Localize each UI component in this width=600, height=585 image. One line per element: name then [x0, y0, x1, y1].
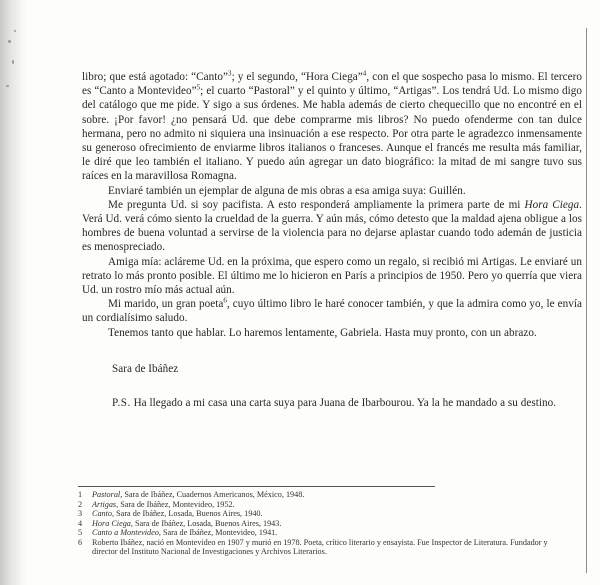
scan-speck — [14, 30, 16, 32]
footnote-number: 3 — [78, 509, 83, 518]
footnote-item — [78, 509, 568, 519]
footnote-number: 1 — [78, 490, 83, 499]
text-run: , con el que sospecho pasa lo mismo. El tercero es “Canto a Montevideo” — [82, 71, 582, 98]
postscript-label: P.S. — [112, 397, 131, 410]
paragraph-p6 — [82, 326, 582, 340]
paragraph-p3 — [82, 198, 582, 255]
text-run: , Sara de Ibáñez, Cuadernos Americanos, México, 1948. — [120, 490, 305, 499]
footnote-text — [92, 500, 568, 510]
footnote-text — [92, 519, 568, 529]
scan-edge-shadow — [0, 0, 26, 585]
text-run: , Sara de Ibáñez, Losada, Buenos Aires, 1943. — [130, 518, 282, 528]
footnote-ref: 6 — [223, 296, 227, 305]
text-run: . Verá Ud. verá cómo siento la crueldad de la guerra. Y aún más, cómo detesto que la maldad ajena obligue a los hombres de buena voluntad a servirse de la violencia para no dejarse aplastar cuando todo ademán de justicia es menospreciado. — [82, 198, 582, 254]
italic-title: Hora Ciega — [524, 198, 580, 211]
footnote-text — [92, 528, 568, 538]
postscript — [82, 396, 582, 410]
footnote-item — [78, 519, 568, 529]
text-run: , Sara de Ibáñez, Montevideo, 1952. — [116, 499, 235, 509]
text-run: , Sara de Ibáñez, Losada, Buenos Aires, 1940. — [112, 509, 263, 518]
footnote-item — [78, 490, 568, 500]
text-run: Roberto Ibáñez, nació en Montevideo en 1907 y murió en 1978. Poeta, crítico literario y ensayista. Fue Inspector de Literatura. Fundador y director del Instituto Nacional de Investigaciones y Archivos Literarios. — [92, 537, 548, 556]
footnote-ref: 3 — [228, 69, 232, 78]
paragraph-p2 — [82, 184, 582, 198]
paragraph-p5 — [82, 297, 582, 325]
paragraph-p1 — [82, 70, 582, 184]
footnote-text — [92, 490, 568, 500]
footnotes — [78, 490, 568, 557]
letter-paragraphs — [82, 70, 582, 340]
signature: Sara de Ibáñez — [112, 362, 179, 375]
footnote-item — [78, 528, 568, 538]
footnote-text — [92, 509, 568, 519]
text-run: , Sara de Ibáñez, Montevideo, 1941. — [158, 528, 278, 537]
scan-speck — [6, 85, 9, 87]
text-run: , cuyo último libro le haré conocer también, y que la admira como yo, le envía un cordialísimo saludo. — [82, 298, 582, 325]
text-run: Amiga mía: acláreme Ud. en la próxima, que espero como un regalo, si recibió mi Artigas. Le enviaré un retrato lo más pronto posible. El último me lo hicieron en París a principios de 1950. Pero yo querría que viera Ud. un rostro mío más actual aún. — [82, 255, 582, 297]
footnote-ref: 5 — [196, 83, 201, 92]
footnote-number: 5 — [78, 528, 83, 537]
italic-title: Pastoral — [92, 490, 121, 499]
footnote-ref: 4 — [362, 69, 367, 78]
footnote-number: 2 — [78, 499, 83, 509]
italic-title: Canto — [92, 509, 113, 518]
text-run: ; el cuarto “Pastoral” y el quinto y último, “Artigas”. Los tendrá Ud. Lo mismo digo del catálogo que me pide. Y sigo a sus órdenes. Me habla además de cierto chequecillo que no encontré en el sobre. ¡Por favor! ¿no pensará Ud. que debe comprarme mis libros? No puedo ofenderme con tan dulce hermana, pero no admito ni siquiera una insinuación a ese respecto. Por otra parte le agradezco inmensamente su generoso ofrecimiento de enviarme libros italianos o franceses. Aunque el francés me resulta más familiar, le diré que leo también el italiano. Y puedo aún agregar un dato biográfico: la mitad de mi sangre tuvo sus raíces en la maravillosa Romagna. — [82, 85, 582, 183]
footnote-item — [78, 500, 568, 510]
footnote-number: 6 — [78, 537, 83, 547]
postscript-text: Ha llegado a mi casa una carta suya para Juana de Ibarbourou. Ya la he mandado a su destino. — [133, 397, 557, 410]
text-run: libro; que está agotado: “Canto” — [82, 71, 229, 83]
footnote-separator — [78, 486, 435, 487]
italic-title: Artigas — [92, 499, 117, 509]
text-run: Enviaré también un ejemplar de alguna de mis obras a esa amiga suya: Guillén. — [108, 184, 466, 197]
paragraph-p4 — [82, 255, 582, 298]
footnote-number: 4 — [78, 518, 83, 528]
footnote-item — [78, 538, 568, 557]
scan-speck — [12, 60, 14, 64]
scan-speck — [8, 40, 11, 43]
footnote-text — [92, 538, 568, 557]
text-run: Tenemos tanto que hablar. Lo haremos lentamente, Gabriela. Hasta muy pronto, con un abrazo. — [108, 326, 537, 339]
text-run: ; y el segundo, “Hora Ciega” — [231, 71, 363, 83]
page-border-line — [586, 28, 587, 573]
text-run: Me pregunta Ud. si soy pacifista. A esto responderá ampliamente la primera parte de mi — [108, 198, 525, 211]
text-run: Mi marido, un gran poeta — [108, 298, 224, 311]
italic-title: Canto a Montevideo — [92, 528, 159, 537]
letter-body — [82, 70, 582, 410]
italic-title: Hora Ciega — [92, 518, 131, 528]
